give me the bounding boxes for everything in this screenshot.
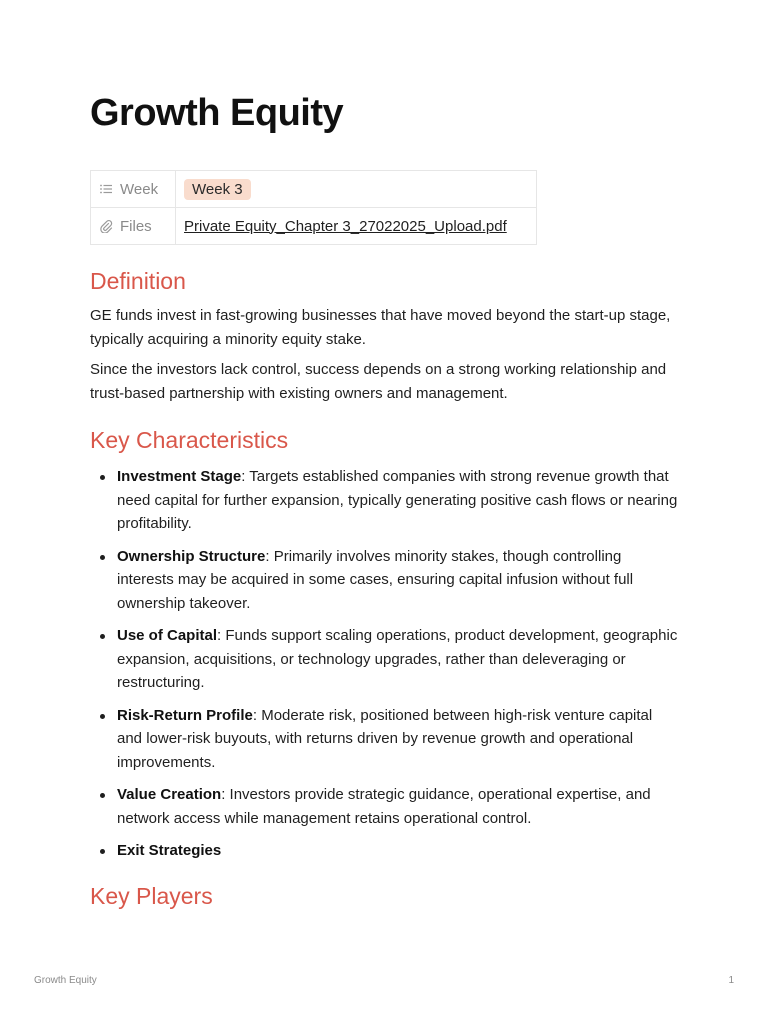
property-row-files xyxy=(91,208,537,245)
key-players-heading: Key Players xyxy=(90,883,213,909)
property-row-week xyxy=(91,171,537,208)
properties-table xyxy=(90,170,537,245)
list-item xyxy=(90,624,680,695)
property-value-cell xyxy=(176,171,537,208)
property-value-cell xyxy=(176,208,537,245)
definition-heading: Definition xyxy=(90,268,186,294)
list-item xyxy=(90,783,680,830)
list-item-term: Exit Strategies xyxy=(117,842,222,859)
list-icon xyxy=(99,182,113,196)
key-characteristics-heading: Key Characteristics xyxy=(90,427,289,453)
week-tag[interactable]: Week 3 xyxy=(184,179,251,200)
characteristics-list xyxy=(90,465,680,872)
list-item-text: : Investors provide strategic guidance, operational expertise, and network access while management retains operational control. xyxy=(117,786,651,827)
property-key-cell xyxy=(91,208,176,245)
list-item-text: : Targets established companies with strong revenue growth that need capital for further expansion, typically generating positive cash flows or nearing profitability. xyxy=(117,468,678,532)
list-item-text: : Primarily involves minority stakes, though controlling interests may be acquired in some cases, ensuring capital infusion without full ownership takeover. xyxy=(117,547,634,612)
file-link[interactable]: Private Equity_Chapter 3_27022025_Upload.pdf xyxy=(184,217,507,235)
list-item-term: Investment Stage xyxy=(117,468,242,485)
list-item-term: Ownership Structure xyxy=(117,547,266,565)
list-item-term: Risk-Return Profile xyxy=(117,706,253,724)
property-key-files: Files xyxy=(120,217,152,235)
page-title: Growth Equity xyxy=(90,92,344,134)
list-item-term: Value Creation xyxy=(117,786,222,803)
list-item xyxy=(90,545,680,616)
definition-paragraph-2: Since the investors lack control, success depends on a strong working relationship and trust-based partnership with existing owners and management. xyxy=(90,361,667,402)
page-number: 1 xyxy=(728,975,734,986)
list-item xyxy=(90,704,680,775)
list-item-term: Use of Capital xyxy=(117,627,218,644)
list-item xyxy=(90,839,680,863)
paperclip-icon xyxy=(99,219,113,233)
list-item xyxy=(90,465,680,536)
property-key-week: Week xyxy=(120,180,159,198)
footer-document-title: Growth Equity xyxy=(34,975,97,986)
list-item-text: : Moderate risk, positioned between high-risk venture capital and lower-risk buyouts, with returns driven by revenue growth and operational improvements. xyxy=(117,706,653,771)
property-key-cell xyxy=(91,171,176,208)
definition-paragraph-1: GE funds invest in fast-growing businesses that have moved beyond the start-up stage, typically acquiring a minority equity stake. xyxy=(90,307,671,348)
list-item-text: : Funds support scaling operations, product development, geographic expansion, acquisitions, or technology upgrades, rather than deleveraging or restructuring. xyxy=(117,627,678,691)
